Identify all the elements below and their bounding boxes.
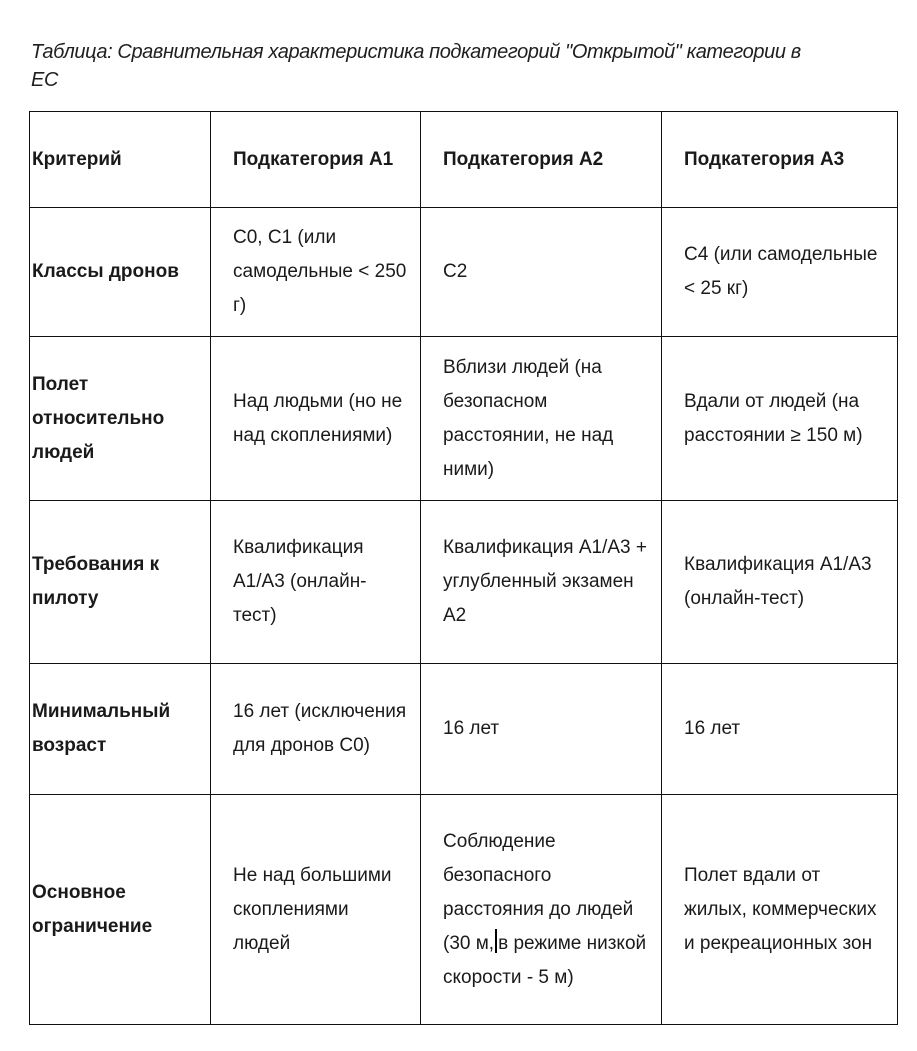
a2-text-before-caret: Соблюдение безопасного расстояния до людей (30 м, [443, 830, 634, 954]
a1-cell: C0, C1 (или самодельные < 250 г) [211, 208, 421, 337]
a1-cell: Над людьми (но не над скоплениями) [211, 337, 421, 501]
a2-text-after-caret: в режиме низкой скорости - 5 м) [443, 932, 647, 988]
header-subcategory-a1: Подкатегория А1 [211, 112, 421, 208]
header-subcategory-a2: Подкатегория А2 [421, 112, 662, 208]
table-row [30, 795, 898, 1025]
a2-cell: 16 лет [421, 664, 662, 795]
a2-cell: Квалификация A1/A3 + углубленный экзамен A2 [421, 501, 662, 664]
a2-cell-editable[interactable] [421, 795, 662, 1025]
table-header-row [30, 112, 898, 208]
table-caption: Таблица: Сравнительная характеристика подкатегорий "Открытой" категории в ЕС [31, 41, 801, 91]
header-subcategory-a3: Подкатегория А3 [662, 112, 898, 208]
criterion-cell: Минимальный возраст [30, 664, 211, 795]
a2-cell: Вблизи людей (на безопасном расстоянии, не над ними) [421, 337, 662, 501]
a3-cell: Вдали от людей (на расстоянии ≥ 150 м) [662, 337, 898, 501]
header-criterion: Критерий [30, 112, 211, 208]
table-row [30, 501, 898, 664]
criterion-cell: Основное ограничение [30, 795, 211, 1025]
criterion-cell: Требования к пилоту [30, 501, 211, 664]
a3-cell: Квалификация A1/A3 (онлайн-тест) [662, 501, 898, 664]
criterion-cell: Полет относительно людей [30, 337, 211, 501]
a1-cell: 16 лет (исключения для дронов C0) [211, 664, 421, 795]
table-row [30, 208, 898, 337]
a3-cell: 16 лет [662, 664, 898, 795]
table-row [30, 337, 898, 501]
a3-cell: C4 (или самодельные < 25 кг) [662, 208, 898, 337]
a3-cell: Полет вдали от жилых, коммерческих и рекреационных зон [662, 795, 898, 1025]
a1-cell: Не над большими скоплениями людей [211, 795, 421, 1025]
a1-cell: Квалификация A1/A3 (онлайн-тест) [211, 501, 421, 664]
criterion-cell: Классы дронов [30, 208, 211, 337]
a2-cell: C2 [421, 208, 662, 337]
table-row [30, 664, 898, 795]
text-caret [495, 929, 497, 953]
comparison-table [29, 111, 898, 1025]
